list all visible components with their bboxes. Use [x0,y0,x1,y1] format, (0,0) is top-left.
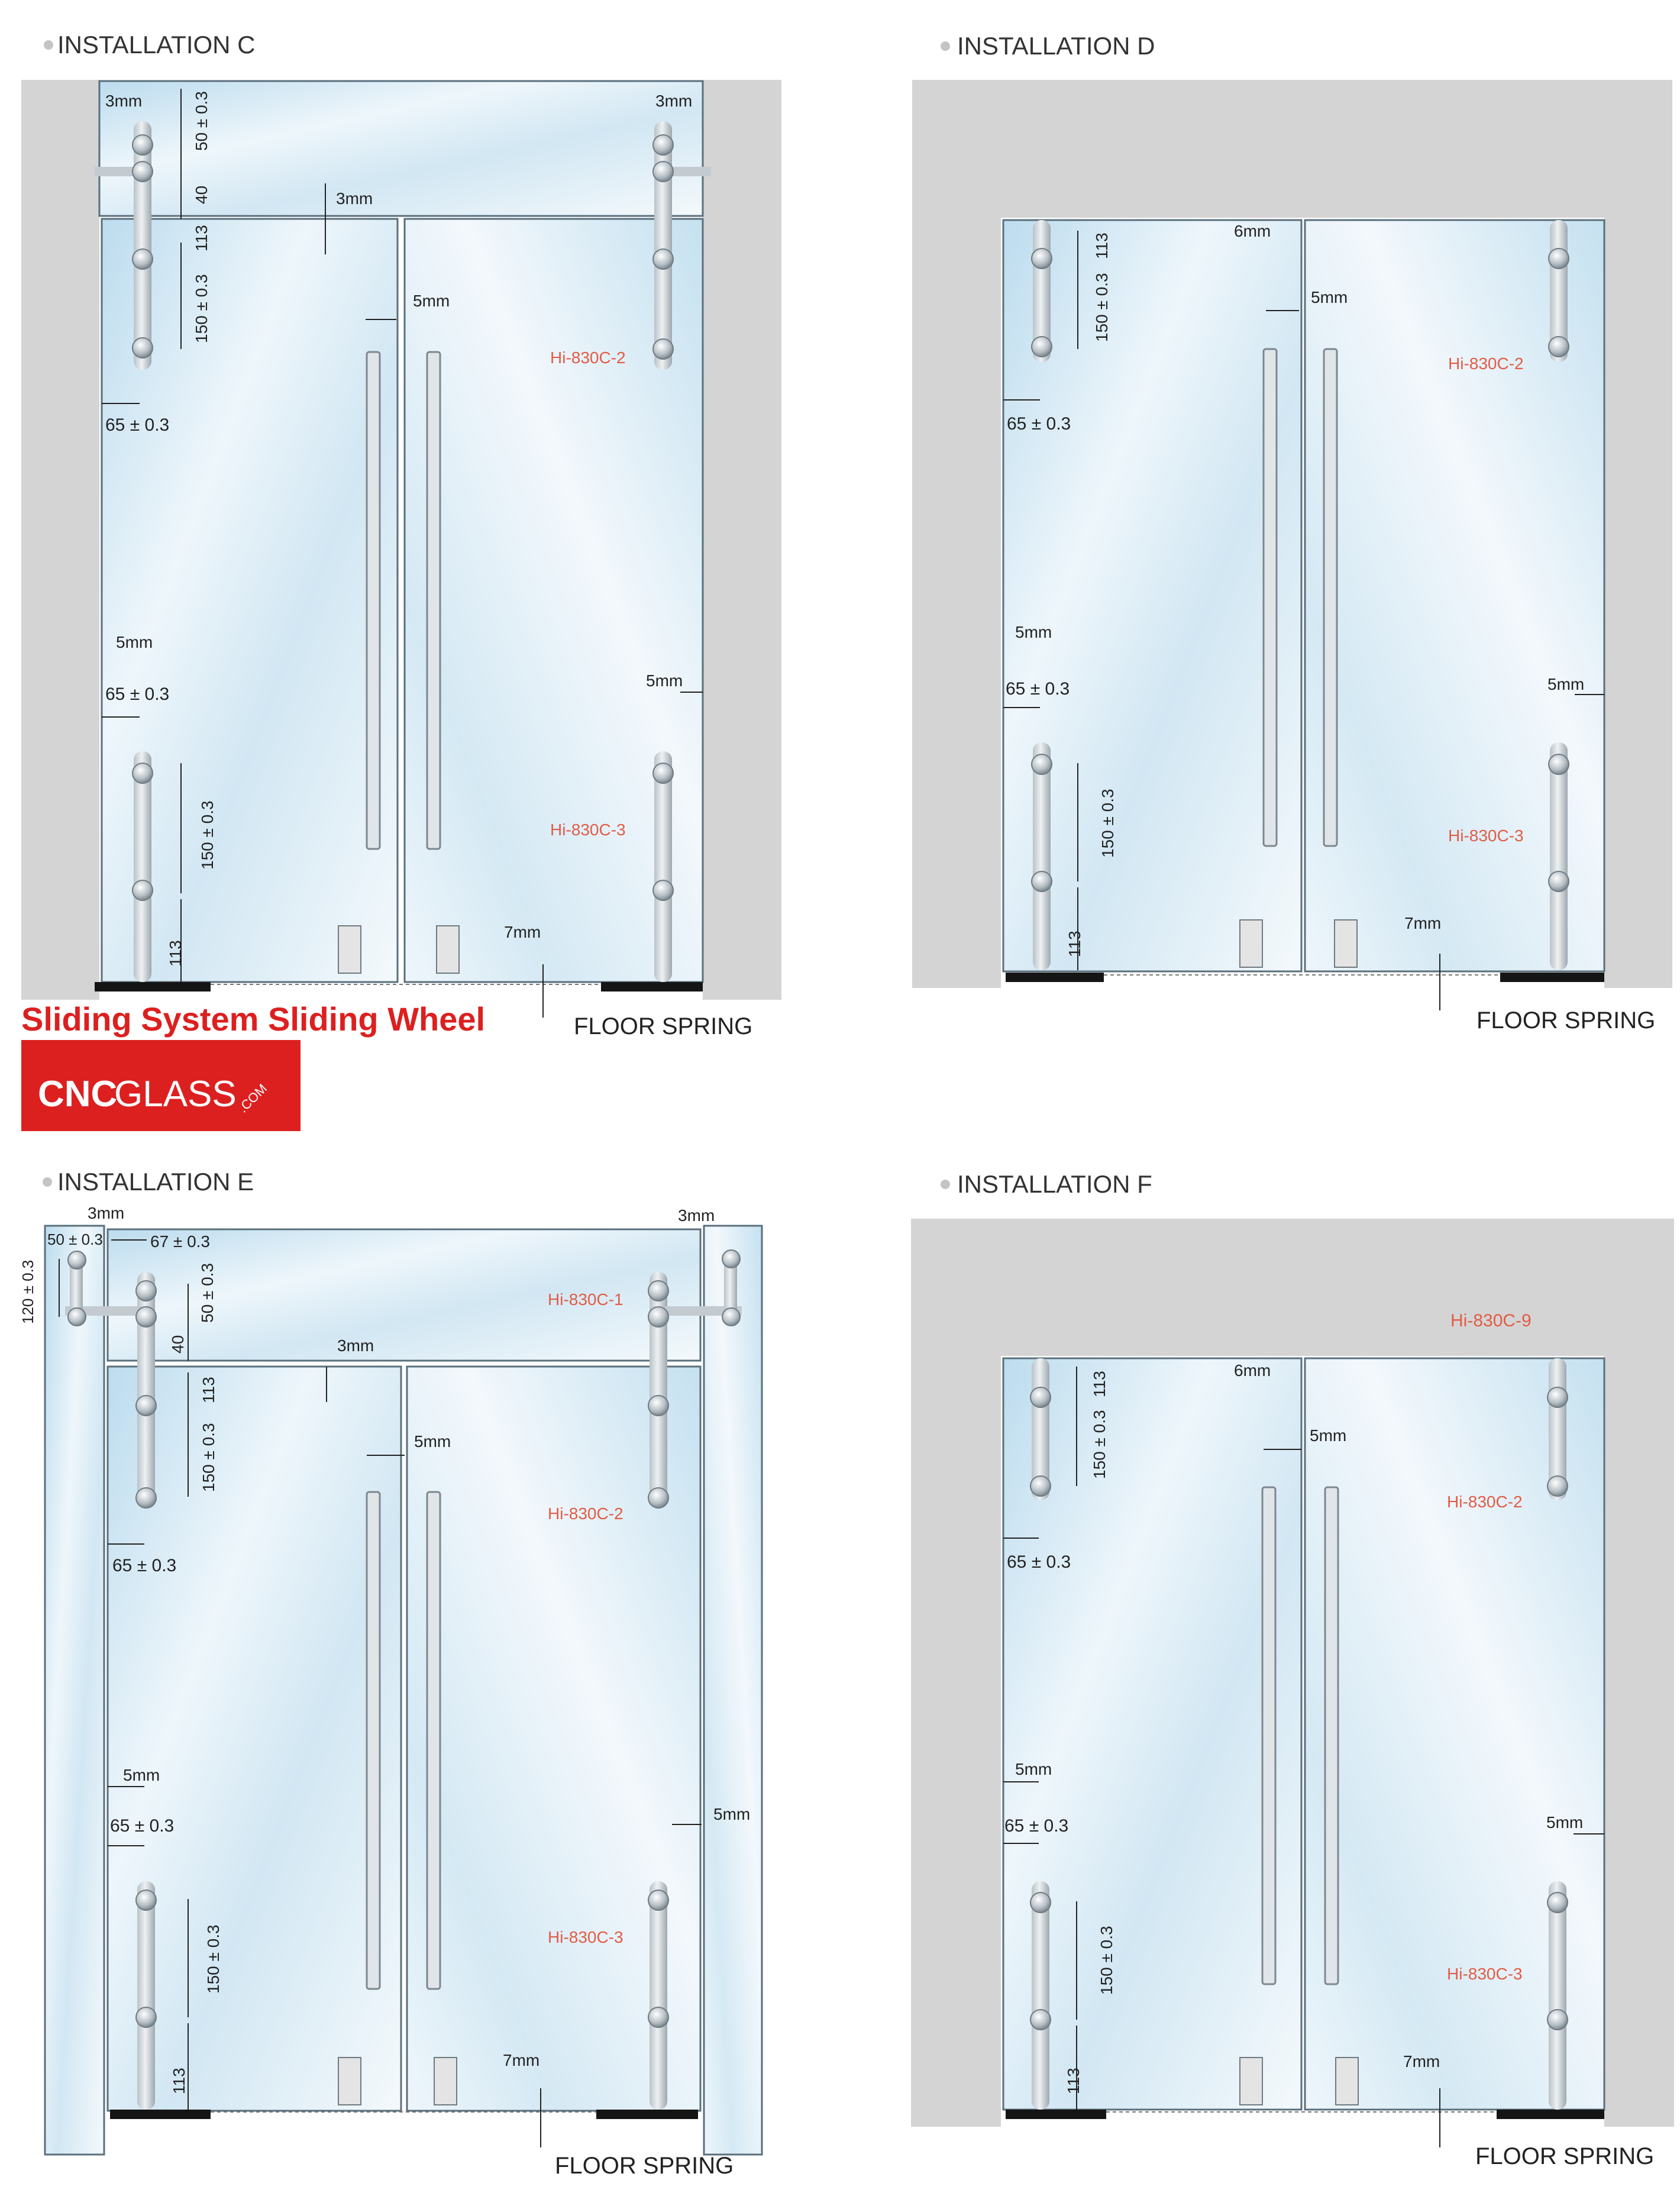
bolt [1549,248,1569,269]
dim-label: 3mm [105,92,143,110]
floor-spring-box [1335,920,1357,967]
dim-label: 50 ± 0.3 [198,1263,217,1323]
dim-label: 150 ± 0.3 [1097,1926,1116,1995]
dim-label: 3mm [88,1204,125,1222]
brand-block [21,1000,485,1131]
bolt [1547,1387,1568,1407]
black-base [95,982,211,991]
installation-e-title: INSTALLATION E [57,1168,254,1196]
top-patch-fitting [134,121,151,370]
dim-label: 5mm [1546,1813,1584,1832]
dim-label: 113 [192,225,211,251]
dim-label: 50 ± 0.3 [47,1230,103,1248]
bolt [653,249,673,269]
installation-c [21,31,781,1039]
floor-spring-box [1240,2058,1262,2105]
dim-label: 40 [192,185,211,204]
dim-label: 65 ± 0.3 [1007,414,1071,434]
bolt [133,135,153,155]
bolt [136,1488,156,1508]
dim-label: 3mm [655,92,693,110]
top-patch-fitting [654,121,672,370]
dim-label: 113 [1090,1371,1109,1397]
bolt [648,1396,668,1416]
bullet-icon [941,1180,950,1189]
bolt [648,1890,668,1910]
dim-label: 113 [1064,2068,1083,2094]
floor-spring-label: FLOOR SPRING [1477,1007,1656,1033]
bolt [1547,2010,1568,2030]
bolt [1032,248,1052,269]
dim-label: 3mm [337,1336,374,1355]
bottom-patch-fitting [1549,1881,1566,2110]
bolt [653,162,673,182]
logo-bold: CNC [38,1074,118,1115]
installation-f-title: INSTALLATION F [957,1170,1152,1198]
dim-label: 5mm [713,1805,751,1823]
installation-f [911,1170,1674,2169]
black-base [110,2110,211,2119]
dim-label: 113 [1093,232,1111,259]
dim-label: 113 [166,940,185,967]
dim-label: 5mm [1015,623,1052,641]
dim-label: 7mm [1403,2052,1440,2071]
bolt [1549,754,1569,774]
bolt [1032,337,1052,357]
bolt [722,1250,740,1268]
bolt [136,1890,156,1910]
bolt [1549,337,1569,357]
dim-label: 113 [170,2068,188,2094]
floor-spring-box [338,2058,361,2105]
bottom-patch-fitting [1033,742,1051,970]
right-sidelight-glass [704,1226,762,2155]
floor-spring-box [338,926,361,973]
bolt [136,2007,156,2027]
bolt [1030,2010,1051,2030]
dim-label: 7mm [504,923,541,941]
bolt [136,1307,156,1327]
hardware-label: Hi-830C-2 [1448,354,1524,373]
bolt [648,1281,668,1301]
dim-label: 150 ± 0.3 [199,1423,218,1492]
bolt [1549,871,1569,892]
dim-label: 65 ± 0.3 [105,684,170,704]
dim-label: 6mm [1234,1361,1271,1380]
dim-label: 113 [199,1377,218,1403]
bolt [136,1281,156,1301]
dim-label: 6mm [1234,222,1271,240]
dim-label: 150 ± 0.3 [1090,1410,1109,1479]
hardware-label: Hi-830C-2 [550,348,626,367]
logo-suffix: .COM [235,1081,270,1116]
bottom-patch-fitting [137,1881,155,2110]
dim-label: 67 ± 0.3 [150,1232,210,1251]
hardware-label: Hi-830C-2 [548,1504,623,1523]
floor-spring-box [1240,920,1262,967]
bottom-patch-fitting [1032,1881,1049,2110]
bottom-patch-fitting [1550,742,1568,970]
installation-c-title: INSTALLATION C [57,31,256,59]
bolt [133,763,153,783]
bolt [1032,871,1052,892]
black-base [1500,973,1604,982]
bolt [133,249,153,269]
hardware-label: Hi-830C-2 [1447,1493,1523,1511]
bolt [1030,1387,1051,1407]
dim-label: 150 ± 0.3 [192,274,211,343]
dim-label: 5mm [414,1432,451,1451]
dim-label: 5mm [1310,1426,1347,1445]
bolt [648,2007,668,2027]
dim-label: 3mm [678,1206,715,1225]
bullet-icon [43,1177,52,1187]
dim-label: 5mm [1547,675,1585,693]
dim-label: 65 ± 0.3 [112,1556,177,1575]
bolt [1030,1476,1051,1496]
dim-label: 5mm [646,671,683,690]
pull-handle [367,1492,380,1989]
brand-heading: Sliding System Sliding Wheel [21,1000,486,1038]
dim-label: 65 ± 0.3 [1006,679,1070,699]
installation-e [19,1168,762,2179]
dim-label: 7mm [1404,914,1442,932]
floor-spring-label: FLOOR SPRING [574,1013,753,1039]
left-sidelight-glass [45,1226,104,2155]
installation-d [912,32,1672,1033]
bolt [68,1251,86,1269]
pull-handle [427,352,440,849]
hardware-label: Hi-830C-3 [1447,1965,1523,1983]
floor-spring-box [437,926,459,973]
black-base [1006,973,1104,982]
dim-label: 5mm [1015,1760,1052,1778]
floor-spring-label: FLOOR SPRING [555,2153,734,2179]
bolt [1032,754,1052,774]
bolt [1547,1892,1568,1913]
floor-spring-box [434,2058,457,2105]
black-base [601,982,703,991]
bolt [653,763,673,783]
bolt [648,1307,668,1327]
bullet-icon [44,40,53,50]
bolt [653,880,673,900]
bolt [722,1308,740,1326]
pull-handle [1262,1487,1275,1984]
dim-label: 150 ± 0.3 [1099,789,1117,858]
dim-label: 150 ± 0.3 [1093,273,1111,342]
bottom-patch-fitting [650,1881,667,2110]
installation-d-title: INSTALLATION D [957,32,1155,60]
logo-light: GLASS [114,1074,237,1115]
floor-spring-label: FLOOR SPRING [1475,2143,1655,2169]
dim-label: 3mm [336,189,373,208]
bolt [68,1308,86,1326]
black-base [1006,2110,1106,2119]
dim-label: 40 [169,1335,187,1354]
bullet-icon [941,41,950,51]
pull-handle [1264,349,1277,846]
bolt [1030,1892,1051,1913]
dim-label: 65 ± 0.3 [105,415,170,435]
bolt [1547,1476,1568,1496]
hardware-label: Hi-830C-3 [550,821,626,839]
bolt [133,162,153,182]
dim-label: 5mm [413,292,450,310]
bolt [133,338,153,358]
bolt [653,135,673,155]
pull-handle [367,352,380,849]
dim-label: 5mm [116,633,153,651]
bolt [653,339,673,359]
dim-label: 65 ± 0.3 [110,1816,175,1836]
dim-label: 113 [1065,931,1084,957]
hardware-label: Hi-830C-3 [1448,826,1524,845]
dim-label: 150 ± 0.3 [198,800,217,870]
dim-label: 5mm [1311,288,1348,306]
bottom-patch-fitting [134,751,151,982]
dim-label: 150 ± 0.3 [204,1924,222,1994]
dim-label: 120 ± 0.3 [19,1259,37,1324]
black-base [596,2110,698,2119]
bolt [133,880,153,900]
floor-spring-box [1336,2058,1358,2105]
fanlight-glass [99,81,703,216]
black-base [1497,2110,1604,2119]
hardware-label: Hi-830C-1 [548,1290,623,1309]
bolt [648,1488,668,1508]
dim-label: 50 ± 0.3 [192,91,211,151]
bolt [136,1396,156,1416]
pull-handle [427,1492,440,1989]
pull-handle [1325,1487,1338,1984]
dim-label: 5mm [123,1766,160,1784]
bottom-patch-fitting [654,751,672,982]
hardware-label: Hi-830C-9 [1450,1311,1532,1330]
dim-label: 65 ± 0.3 [1007,1552,1071,1572]
dim-label: 7mm [503,2051,540,2069]
dim-label: 65 ± 0.3 [1004,1816,1069,1836]
pull-handle [1324,349,1337,846]
hardware-label: Hi-830C-3 [548,1928,623,1946]
